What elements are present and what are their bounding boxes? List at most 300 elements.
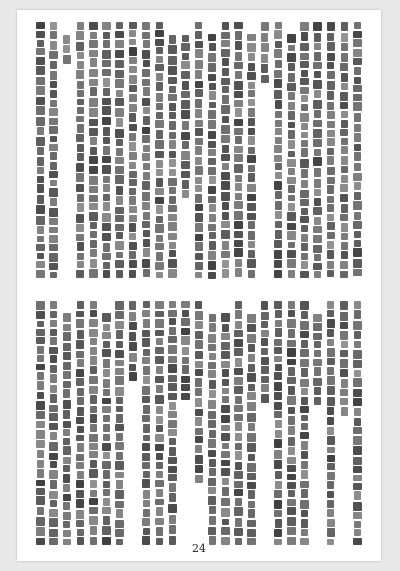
glyph [129, 215, 138, 222]
glyph [195, 157, 202, 165]
glyph [275, 137, 282, 144]
glyph [221, 351, 230, 359]
glyph [156, 385, 163, 394]
glyph [50, 162, 57, 170]
glyph [301, 243, 308, 251]
glyph [221, 40, 230, 47]
glyph [116, 433, 123, 441]
glyph [288, 122, 295, 129]
glyph [63, 343, 72, 351]
glyph [116, 270, 123, 279]
glyph [340, 102, 349, 109]
glyph [143, 435, 150, 442]
glyph [142, 396, 151, 403]
glyph [77, 443, 84, 452]
glyph [313, 359, 322, 366]
glyph [155, 330, 164, 337]
glyph [168, 356, 177, 363]
glyph [89, 156, 98, 164]
glyph [235, 175, 242, 182]
glyph [327, 348, 336, 357]
glyph [340, 301, 349, 310]
glyph [275, 221, 282, 229]
glyph [341, 138, 348, 145]
glyph [353, 398, 362, 406]
glyph [341, 251, 348, 259]
glyph [235, 193, 242, 200]
glyph [209, 380, 216, 389]
glyph [102, 398, 111, 405]
glyph [288, 407, 295, 415]
glyph [341, 204, 348, 213]
glyph [37, 184, 44, 193]
text-line [220, 301, 231, 547]
glyph [300, 216, 309, 223]
glyph [89, 50, 98, 57]
glyph [195, 351, 204, 359]
glyph [103, 184, 110, 192]
glyph [36, 106, 45, 115]
text-line [88, 301, 99, 547]
glyph [340, 359, 349, 368]
glyph [50, 71, 57, 80]
glyph [221, 105, 230, 114]
glyph [301, 253, 308, 260]
text-line [193, 301, 204, 547]
glyph [222, 487, 229, 496]
glyph [115, 175, 124, 184]
glyph [327, 196, 334, 203]
glyph [102, 461, 111, 469]
glyph [89, 69, 98, 77]
glyph [76, 42, 85, 51]
glyph [222, 443, 229, 450]
text-line [286, 301, 297, 547]
text-line [35, 301, 46, 547]
glyph [327, 519, 336, 527]
glyph [314, 254, 321, 261]
glyph [274, 339, 283, 346]
text-line [61, 22, 72, 280]
glyph [287, 250, 296, 258]
glyph [222, 324, 229, 332]
glyph [340, 271, 349, 279]
glyph [301, 397, 308, 405]
glyph [102, 443, 111, 451]
glyph [274, 145, 283, 153]
glyph [63, 502, 70, 510]
glyph [115, 350, 124, 358]
glyph [327, 71, 336, 79]
glyph [327, 261, 334, 269]
glyph [49, 108, 58, 116]
glyph [209, 241, 216, 250]
glyph [341, 242, 348, 250]
glyph [327, 301, 334, 309]
glyph [195, 120, 204, 127]
glyph [129, 342, 138, 351]
text-line [339, 22, 350, 280]
glyph [168, 233, 177, 240]
glyph [76, 184, 85, 193]
glyph [195, 321, 204, 329]
glyph [168, 178, 177, 186]
glyph [208, 63, 217, 72]
glyph [36, 311, 45, 319]
glyph [116, 148, 123, 156]
glyph [37, 157, 44, 166]
text-line [233, 22, 244, 280]
glyph [129, 133, 136, 141]
glyph [353, 94, 362, 101]
glyph [169, 301, 176, 308]
glyph [116, 139, 123, 146]
glyph [341, 223, 348, 232]
glyph [235, 310, 242, 319]
glyph [50, 61, 57, 70]
glyph [89, 176, 98, 185]
glyph [208, 344, 217, 351]
glyph [222, 145, 229, 153]
glyph [155, 30, 164, 37]
text-line [167, 22, 178, 280]
glyph [327, 177, 336, 184]
glyph [313, 226, 322, 233]
glyph [235, 433, 242, 442]
glyph [247, 203, 256, 212]
glyph [208, 74, 217, 82]
glyph [195, 417, 202, 426]
glyph [169, 327, 176, 335]
glyph [275, 519, 282, 528]
glyph [287, 377, 296, 384]
glyph [169, 151, 176, 158]
glyph [287, 340, 296, 347]
glyph [77, 107, 84, 114]
glyph [234, 211, 243, 220]
glyph [103, 470, 110, 479]
glyph [287, 482, 296, 489]
glyph [327, 472, 336, 480]
glyph [275, 471, 282, 480]
glyph [208, 167, 217, 175]
glyph [89, 376, 98, 385]
glyph [275, 230, 282, 239]
glyph [143, 471, 150, 478]
glyph [234, 164, 243, 173]
glyph [76, 340, 85, 349]
glyph [76, 311, 85, 318]
glyph [327, 427, 334, 435]
glyph [50, 480, 57, 489]
glyph [77, 144, 84, 152]
glyph [221, 498, 230, 507]
glyph [353, 436, 362, 445]
glyph [36, 216, 45, 225]
glyph [129, 162, 136, 170]
glyph [36, 97, 45, 105]
glyph [63, 521, 70, 528]
glyph [181, 61, 190, 69]
glyph [288, 151, 295, 158]
glyph [89, 516, 98, 525]
glyph [129, 196, 136, 205]
glyph [274, 270, 283, 279]
glyph [208, 411, 217, 419]
glyph [155, 188, 164, 195]
glyph [353, 446, 362, 455]
glyph [155, 347, 164, 355]
glyph [115, 129, 124, 138]
glyph [181, 43, 190, 51]
glyph [353, 58, 362, 65]
glyph [156, 56, 163, 63]
glyph [195, 89, 204, 97]
glyph [300, 301, 309, 310]
glyph [274, 450, 283, 459]
glyph [36, 364, 45, 371]
glyph [50, 320, 57, 327]
glyph [221, 460, 230, 467]
glyph [168, 45, 177, 54]
glyph [77, 330, 84, 339]
glyph [341, 22, 348, 31]
glyph [36, 517, 45, 526]
glyph [247, 194, 256, 201]
glyph [287, 259, 296, 268]
glyph [234, 528, 243, 536]
glyph [181, 328, 190, 335]
glyph [37, 355, 44, 362]
glyph [354, 212, 361, 220]
text-line [233, 301, 244, 547]
glyph [287, 231, 296, 240]
glyph [327, 319, 336, 328]
glyph [261, 75, 270, 83]
glyph [235, 301, 242, 309]
glyph [129, 206, 138, 213]
glyph [168, 457, 177, 464]
glyph [208, 141, 217, 148]
glyph [314, 110, 321, 118]
glyph [156, 406, 163, 415]
glyph [314, 149, 321, 156]
glyph [327, 33, 334, 41]
glyph [274, 500, 283, 509]
glyph [103, 516, 110, 525]
glyph [169, 140, 176, 149]
text-line [180, 301, 191, 547]
glyph [182, 180, 189, 189]
glyph [169, 250, 176, 257]
glyph [248, 509, 255, 518]
glyph [314, 52, 321, 61]
glyph [209, 83, 216, 90]
glyph [155, 319, 164, 328]
glyph [301, 104, 308, 112]
glyph [50, 355, 57, 363]
glyph [353, 49, 362, 57]
glyph [221, 135, 230, 143]
glyph [50, 136, 57, 143]
glyph [234, 128, 243, 135]
glyph [288, 447, 295, 455]
glyph [222, 163, 229, 170]
glyph [90, 240, 97, 248]
glyph [36, 57, 45, 65]
glyph [168, 214, 177, 221]
glyph [354, 144, 361, 151]
glyph [102, 406, 111, 413]
glyph [129, 233, 136, 240]
glyph [208, 149, 217, 156]
glyph [234, 248, 243, 257]
glyph [195, 242, 204, 251]
glyph [102, 98, 111, 105]
glyph [169, 187, 176, 194]
glyph [115, 490, 124, 499]
glyph [314, 179, 321, 188]
glyph [195, 475, 204, 483]
glyph [195, 81, 204, 88]
glyph [353, 360, 362, 368]
glyph [341, 407, 348, 416]
glyph [89, 451, 98, 458]
glyph [208, 334, 217, 343]
glyph [50, 272, 57, 279]
glyph [155, 376, 164, 383]
glyph [37, 392, 44, 400]
glyph [234, 330, 243, 337]
glyph [209, 204, 216, 212]
glyph [221, 154, 230, 161]
glyph [287, 223, 296, 230]
glyph [314, 90, 321, 98]
glyph [247, 43, 256, 52]
glyph [155, 434, 164, 442]
glyph [156, 416, 163, 424]
glyph [288, 185, 295, 193]
glyph [129, 94, 138, 103]
glyph [49, 188, 58, 197]
glyph [261, 366, 270, 374]
glyph [300, 113, 309, 122]
glyph [195, 465, 204, 473]
glyph [129, 171, 138, 178]
glyph [89, 186, 98, 193]
glyph [301, 261, 308, 269]
glyph [77, 388, 84, 396]
glyph [36, 205, 45, 214]
glyph [90, 32, 97, 39]
glyph [314, 350, 321, 357]
glyph [89, 434, 98, 442]
glyph [275, 22, 282, 29]
glyph [168, 429, 177, 436]
glyph [77, 359, 84, 367]
glyph [288, 203, 295, 211]
glyph [50, 394, 57, 403]
glyph [313, 263, 322, 270]
glyph [182, 347, 189, 355]
glyph [142, 22, 151, 30]
glyph [248, 108, 255, 117]
glyph [37, 381, 44, 390]
glyph [142, 135, 151, 143]
glyph [222, 388, 229, 395]
glyph [129, 85, 138, 92]
glyph [143, 145, 150, 152]
glyph [103, 489, 110, 496]
glyph [102, 332, 111, 339]
glyph [103, 481, 110, 488]
glyph [353, 201, 362, 210]
glyph [129, 301, 136, 310]
glyph [235, 396, 242, 404]
glyph [182, 141, 189, 149]
glyph [354, 408, 361, 417]
glyph [274, 411, 283, 418]
glyph [274, 70, 283, 78]
glyph [248, 53, 255, 61]
glyph [129, 152, 138, 160]
glyph [63, 324, 72, 331]
glyph [155, 243, 164, 250]
glyph [116, 509, 123, 518]
glyph [103, 40, 110, 48]
glyph [155, 39, 164, 46]
glyph [354, 529, 361, 536]
glyph [314, 198, 321, 206]
glyph [235, 498, 242, 506]
glyph [36, 480, 45, 487]
glyph [77, 61, 84, 69]
glyph [222, 202, 229, 210]
glyph [287, 527, 296, 535]
glyph [168, 222, 177, 231]
glyph [261, 22, 270, 31]
glyph [36, 496, 45, 505]
glyph [248, 173, 255, 182]
glyph [168, 383, 177, 391]
glyph [235, 71, 242, 79]
glyph [313, 139, 322, 147]
glyph [222, 260, 229, 268]
glyph [129, 312, 136, 321]
glyph [208, 272, 217, 279]
glyph [221, 361, 230, 368]
glyph [301, 519, 308, 528]
glyph [37, 195, 44, 204]
glyph [301, 32, 308, 41]
glyph [37, 321, 44, 328]
glyph [195, 146, 202, 155]
glyph [168, 56, 177, 65]
glyph [49, 491, 58, 499]
glyph [103, 424, 110, 432]
glyph [195, 109, 202, 118]
glyph [115, 241, 124, 250]
glyph [76, 116, 85, 123]
glyph [288, 367, 295, 376]
glyph [90, 490, 97, 497]
text-line [259, 301, 270, 547]
glyph [129, 113, 136, 122]
glyph [156, 235, 163, 242]
glyph [169, 318, 176, 325]
glyph [129, 39, 136, 46]
glyph [50, 337, 57, 345]
